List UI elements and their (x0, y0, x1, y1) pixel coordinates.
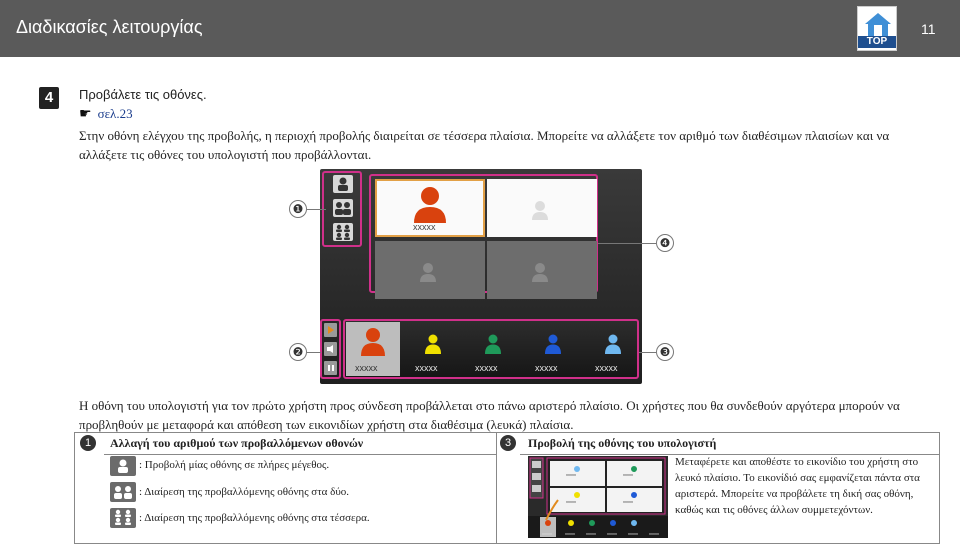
page-number: 11 (921, 21, 936, 37)
callout-2: ❷ (289, 343, 307, 361)
single-screen-icon (110, 456, 136, 476)
four-users-icon (333, 223, 353, 241)
mode-description: : Διαίρεση της προβαλλόμενης οθόνης στα τέσσερα. (139, 512, 370, 524)
section-number: 3 (500, 435, 516, 451)
play-button[interactable] (324, 323, 337, 337)
top-button[interactable] (857, 6, 897, 51)
step-description: Στην οθόνη ελέγχου της προβολής, η περιοχή προβολής διαιρείται σε τέσσερα πλαίσια. Μπορείτε να αλλάξετε τον αριθμό των διαθέσιμων πλαισίων και να αλλάξετε τις οθόνες του υπολογιστή που προβάλλονται. (79, 128, 890, 162)
two-users-icon (333, 199, 353, 217)
empty-user-icon (487, 179, 597, 237)
cell-user-label: xxxxx (413, 222, 436, 232)
mini-user-label: xxxxx (565, 531, 575, 536)
mode-description: : Προβολή μίας οθόνης σε πλήρες μέγεθος. (139, 459, 330, 471)
step-number: 4 (39, 87, 59, 109)
mini-user-label: xxxxx (628, 531, 638, 536)
mini-screen-illustration (528, 456, 668, 538)
mini-user-label: xxxxx (607, 531, 617, 536)
callout-line (307, 209, 326, 210)
mini-user-label: xxxxx (623, 499, 633, 504)
page-header (0, 0, 960, 57)
usage-note: Η οθόνη του υπολογιστή για τον πρώτο χρήστη προς σύνδεση προβάλλεται στο πάνω αριστερό πλαίσιο. Οι χρήστες που θα συνδεθούν αργότερα μπορούν να προβληθούν με μεταφορά και απόθεση των εικονιδίων χρήστη στα διαθέσιμα (λευκά) πλαίσια. (79, 398, 900, 432)
home-icon (864, 11, 892, 37)
pointing-hand-icon: ☛ (79, 107, 92, 122)
section-divider (104, 454, 496, 455)
page-title: Διαδικασίες λειτουργίας (16, 17, 203, 37)
single-screen-button[interactable] (333, 175, 353, 193)
four-screen-icon (110, 508, 136, 528)
section-title: Προβολή της οθόνης του υπολογιστή (528, 436, 717, 450)
user-name-label: xxxxx (595, 363, 618, 373)
mini-screenshot (528, 456, 668, 538)
projection-cell-bottom-left[interactable] (375, 241, 485, 299)
callout-line (639, 352, 656, 353)
page-reference-text: σελ.23 (97, 106, 133, 121)
pause-button[interactable] (324, 361, 337, 375)
top-label: TOP (858, 36, 896, 48)
section-title: Αλλαγή του αριθμού των προβαλλόμενων οθονών (110, 436, 364, 450)
section-description: Μεταφέρετε και αποθέστε το εικονίδιο του χρήστη στο λευκό πλαίσιο. Το εικονίδιό σας εμφανίζεται πάντα στα αριστερά. Μπορείτε να προβάλετε τη δική σας οθόνη, καθώς και τις οθόνες άλλων συμμετεχόντων. (675, 456, 920, 516)
callout-line (307, 352, 321, 353)
callout-3: ❸ (656, 343, 674, 361)
mini-user-label: xxxxx (623, 472, 633, 477)
play-icon (324, 323, 337, 337)
table-divider (496, 432, 497, 544)
pause-icon (324, 361, 337, 375)
empty-user-icon (487, 241, 597, 299)
mini-user-label: xxxxx (542, 531, 552, 536)
section-number: 1 (80, 435, 96, 451)
two-screen-button[interactable] (333, 199, 353, 217)
user-avatar-icon[interactable] (589, 324, 637, 362)
page-reference-link[interactable] (79, 106, 133, 123)
user-avatar-icon[interactable] (409, 324, 457, 362)
mini-user-label: xxxxx (566, 499, 576, 504)
user-name-label: xxxxx (475, 363, 498, 373)
user-avatar-icon[interactable] (529, 324, 577, 362)
user-avatar-icon[interactable] (469, 324, 517, 362)
four-screen-button[interactable] (333, 223, 353, 241)
step-title: Προβάλετε τις οθόνες. (79, 87, 207, 102)
mode-description: : Διαίρεση της προβαλλόμενης οθόνης στα δύο. (139, 486, 350, 498)
two-screen-icon (110, 482, 136, 502)
callout-line (598, 243, 656, 244)
mute-button[interactable] (324, 342, 337, 356)
callout-4: ❹ (656, 234, 674, 252)
projection-cell-bottom-right[interactable] (487, 241, 597, 299)
empty-user-icon (375, 241, 485, 299)
mini-user-label: xxxxx (649, 531, 659, 536)
mini-user-label: xxxxx (586, 531, 596, 536)
user-name-label: xxxxx (355, 363, 378, 373)
user-name-label: xxxxx (415, 363, 438, 373)
callout-1: ❶ (289, 200, 307, 218)
user-name-label: xxxxx (535, 363, 558, 373)
mini-user-label: xxxxx (566, 472, 576, 477)
user-avatar-icon[interactable] (349, 324, 397, 362)
mute-icon (324, 342, 337, 356)
single-user-icon (333, 175, 353, 193)
projection-cell-top-right[interactable] (487, 179, 597, 237)
